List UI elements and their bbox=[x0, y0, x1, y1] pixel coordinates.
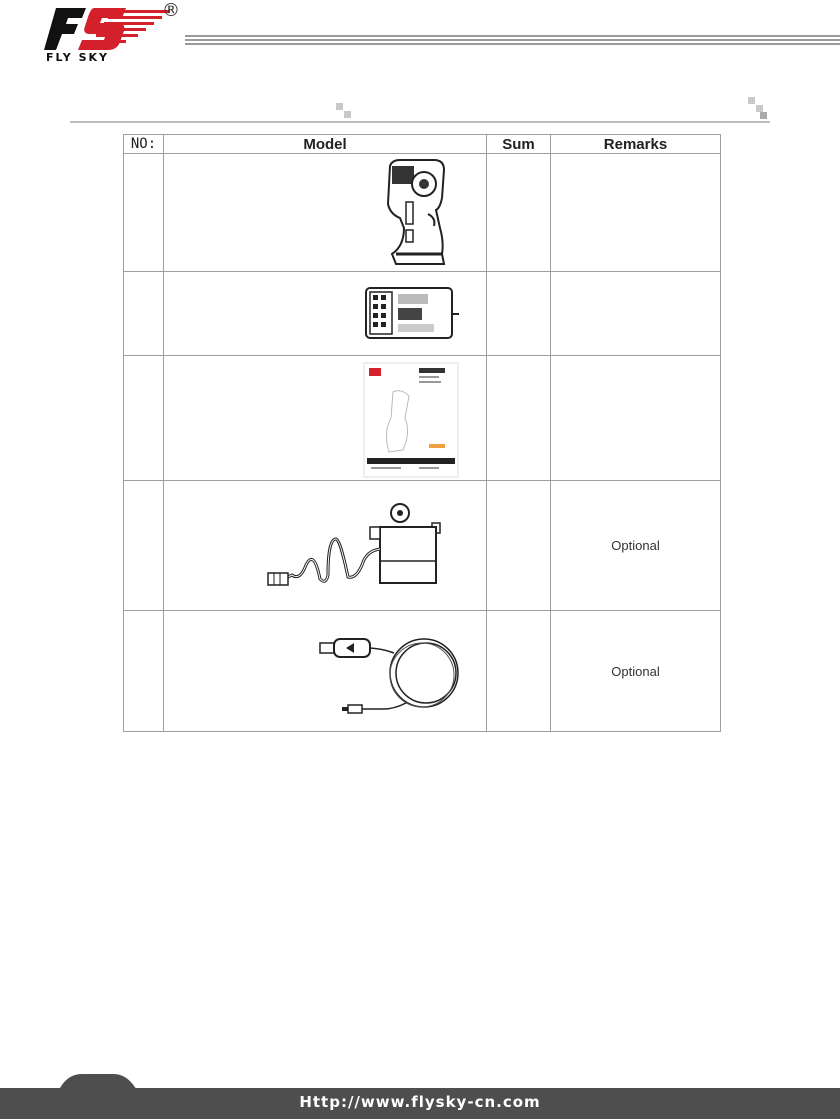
divider-ornament-right bbox=[756, 105, 763, 112]
manual-icon bbox=[363, 362, 459, 478]
table-row bbox=[124, 154, 721, 272]
header-no: NO: bbox=[124, 135, 164, 154]
divider-ornament-right bbox=[748, 97, 755, 104]
row-remarks bbox=[551, 356, 721, 481]
row-no bbox=[124, 272, 164, 356]
row-no bbox=[124, 356, 164, 481]
brand-text: FLY SKY bbox=[46, 51, 110, 62]
table-header-row bbox=[124, 135, 721, 154]
row-remarks: Optional bbox=[551, 481, 721, 611]
header-lines bbox=[185, 35, 840, 49]
header-remarks: Remarks bbox=[551, 135, 721, 154]
row-no bbox=[124, 481, 164, 611]
row-model bbox=[164, 272, 487, 356]
section-divider bbox=[70, 121, 770, 123]
usb-cable-icon bbox=[314, 629, 464, 721]
row-sum bbox=[487, 154, 551, 272]
row-no bbox=[124, 611, 164, 732]
row-sum bbox=[487, 481, 551, 611]
row-model bbox=[164, 611, 487, 732]
transmitter-icon bbox=[382, 158, 452, 268]
receiver-icon bbox=[364, 286, 460, 340]
row-sum bbox=[487, 356, 551, 481]
table-row bbox=[124, 481, 721, 611]
flysky-logo bbox=[42, 4, 182, 62]
row-remarks bbox=[551, 154, 721, 272]
row-remarks: Optional bbox=[551, 611, 721, 732]
header-model: Model bbox=[164, 135, 487, 154]
row-no bbox=[124, 154, 164, 272]
header-sum: Sum bbox=[487, 135, 551, 154]
footer-url[interactable]: Http://www.flysky-cn.com bbox=[299, 1093, 541, 1111]
divider-ornament-left bbox=[336, 103, 343, 110]
table-row bbox=[124, 611, 721, 732]
registered-mark: ® bbox=[162, 0, 180, 21]
table-row bbox=[124, 356, 721, 481]
row-remarks bbox=[551, 272, 721, 356]
divider-ornament-right bbox=[760, 112, 767, 119]
table-row bbox=[124, 272, 721, 356]
row-sum bbox=[487, 272, 551, 356]
divider-ornament-left bbox=[344, 111, 351, 118]
row-model bbox=[164, 154, 487, 272]
package-contents-table bbox=[123, 134, 721, 732]
row-model bbox=[164, 356, 487, 481]
servo-icon bbox=[266, 499, 462, 597]
row-model bbox=[164, 481, 487, 611]
row-sum bbox=[487, 611, 551, 732]
